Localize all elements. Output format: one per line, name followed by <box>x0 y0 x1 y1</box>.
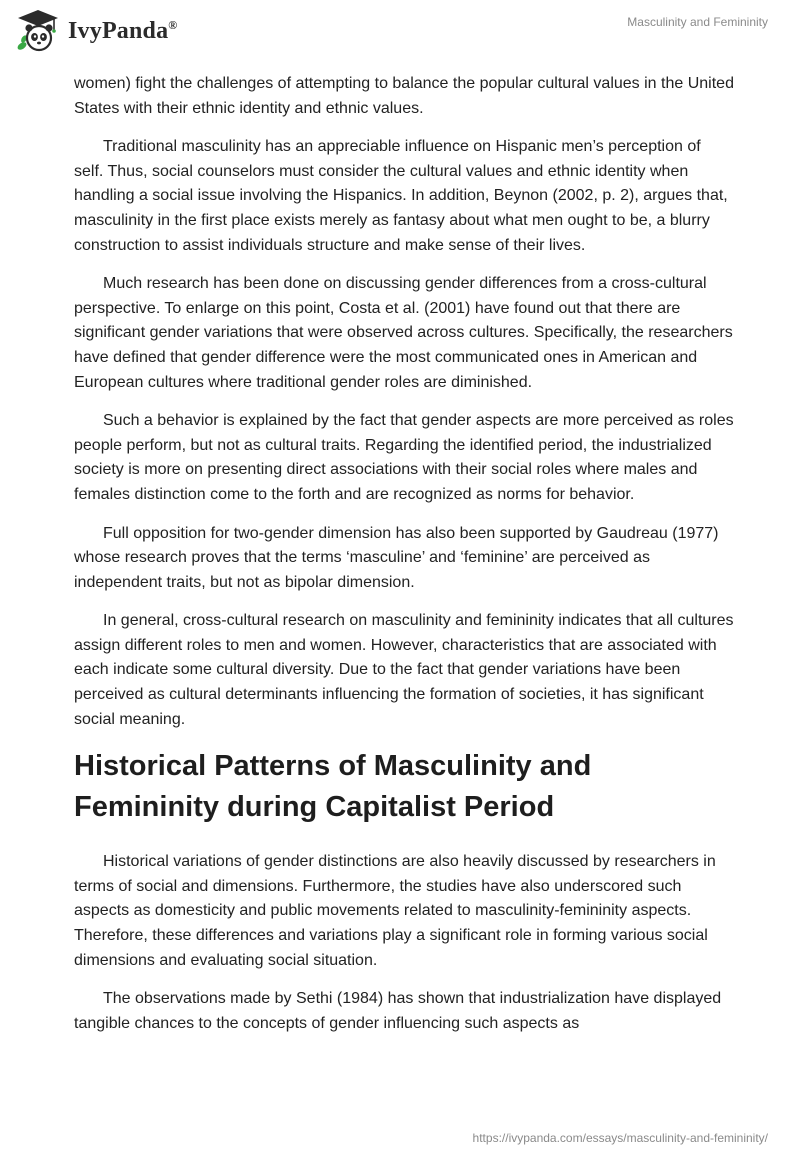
paragraph: Historical variations of gender distinctions are also heavily discussed by researchers in terms of social and dimensions. Furthermore, the studies have also underscored such aspects as domesticity and public movements related to masculinity-femininity aspects. Therefore, these differences and variations play a significant role in forming various social dimensions and evaluating social situation. <box>74 853 716 969</box>
paragraph: Such a behavior is explained by the fact that gender aspects are more perceived as roles people perform, but not as cultural traits. Regarding the identified period, the industrialized society is more on presenting direct associations with their social roles where males and females distinction come to the forth and are recognized as norms for behavior. <box>74 412 734 503</box>
ivypanda-logo[interactable] <box>14 8 177 54</box>
running-title: Masculinity and Femininity <box>627 15 768 29</box>
essay-content <box>74 72 734 1050</box>
paragraph-continued: women) fight the challenges of attempting to balance the popular cultural values in the United States with their ethnic identity and ethnic values. <box>74 75 734 117</box>
paragraph: Full opposition for two-gender dimension has also been supported by Gaudreau (1977) whose research proves that the terms ‘masculine’ and ‘feminine’ are perceived as independent traits, but not as bipolar dimension. <box>74 524 719 591</box>
brand-name: IvyPanda® <box>68 17 178 44</box>
paragraph: In general, cross-cultural research on masculinity and femininity indicates that all cultures assign different roles to men and women. However, characteristics that are associated with each indicate some cultural diversity. Due to the fact that gender variations have been perceived as cultural determinants influencing the formation of societies, it has significant social meaning. <box>74 612 734 728</box>
page-header <box>0 0 800 70</box>
trademark-symbol: ® <box>168 17 178 32</box>
paragraph: Much research has been done on discussing gender differences from a cross-cultural perspective. To enlarge on this point, Costa et al. (2001) have found out that there are significant gender variations that were observed across cultures. Specifically, the researchers have defined that gender difference were the most communicated ones in American and European cultures where traditional gender roles are diminished. <box>74 275 733 391</box>
paragraph: Traditional masculinity has an appreciable influence on Hispanic men’s perception of self. Thus, social counselors must consider the cultural values and ethnic identity when handling a social issue involving the Hispanics. In addition, Beynon (2002, p. 2), argues that, masculinity in the first place exists merely as fantasy about what men ought to be, a blurry construction to assist individuals structure and make sense of their lives. <box>74 138 728 254</box>
panda-graduation-icon <box>14 8 62 54</box>
paragraph: The observations made by Sethi (1984) has shown that industrialization have displayed tangible chances to the concepts of gender influencing such aspects as <box>74 990 722 1032</box>
source-url[interactable]: https://ivypanda.com/essays/masculinity-and-femininity/ <box>472 1131 768 1145</box>
section-heading: Historical Patterns of Masculinity and Femininity during Capitalist Period <box>74 750 592 824</box>
